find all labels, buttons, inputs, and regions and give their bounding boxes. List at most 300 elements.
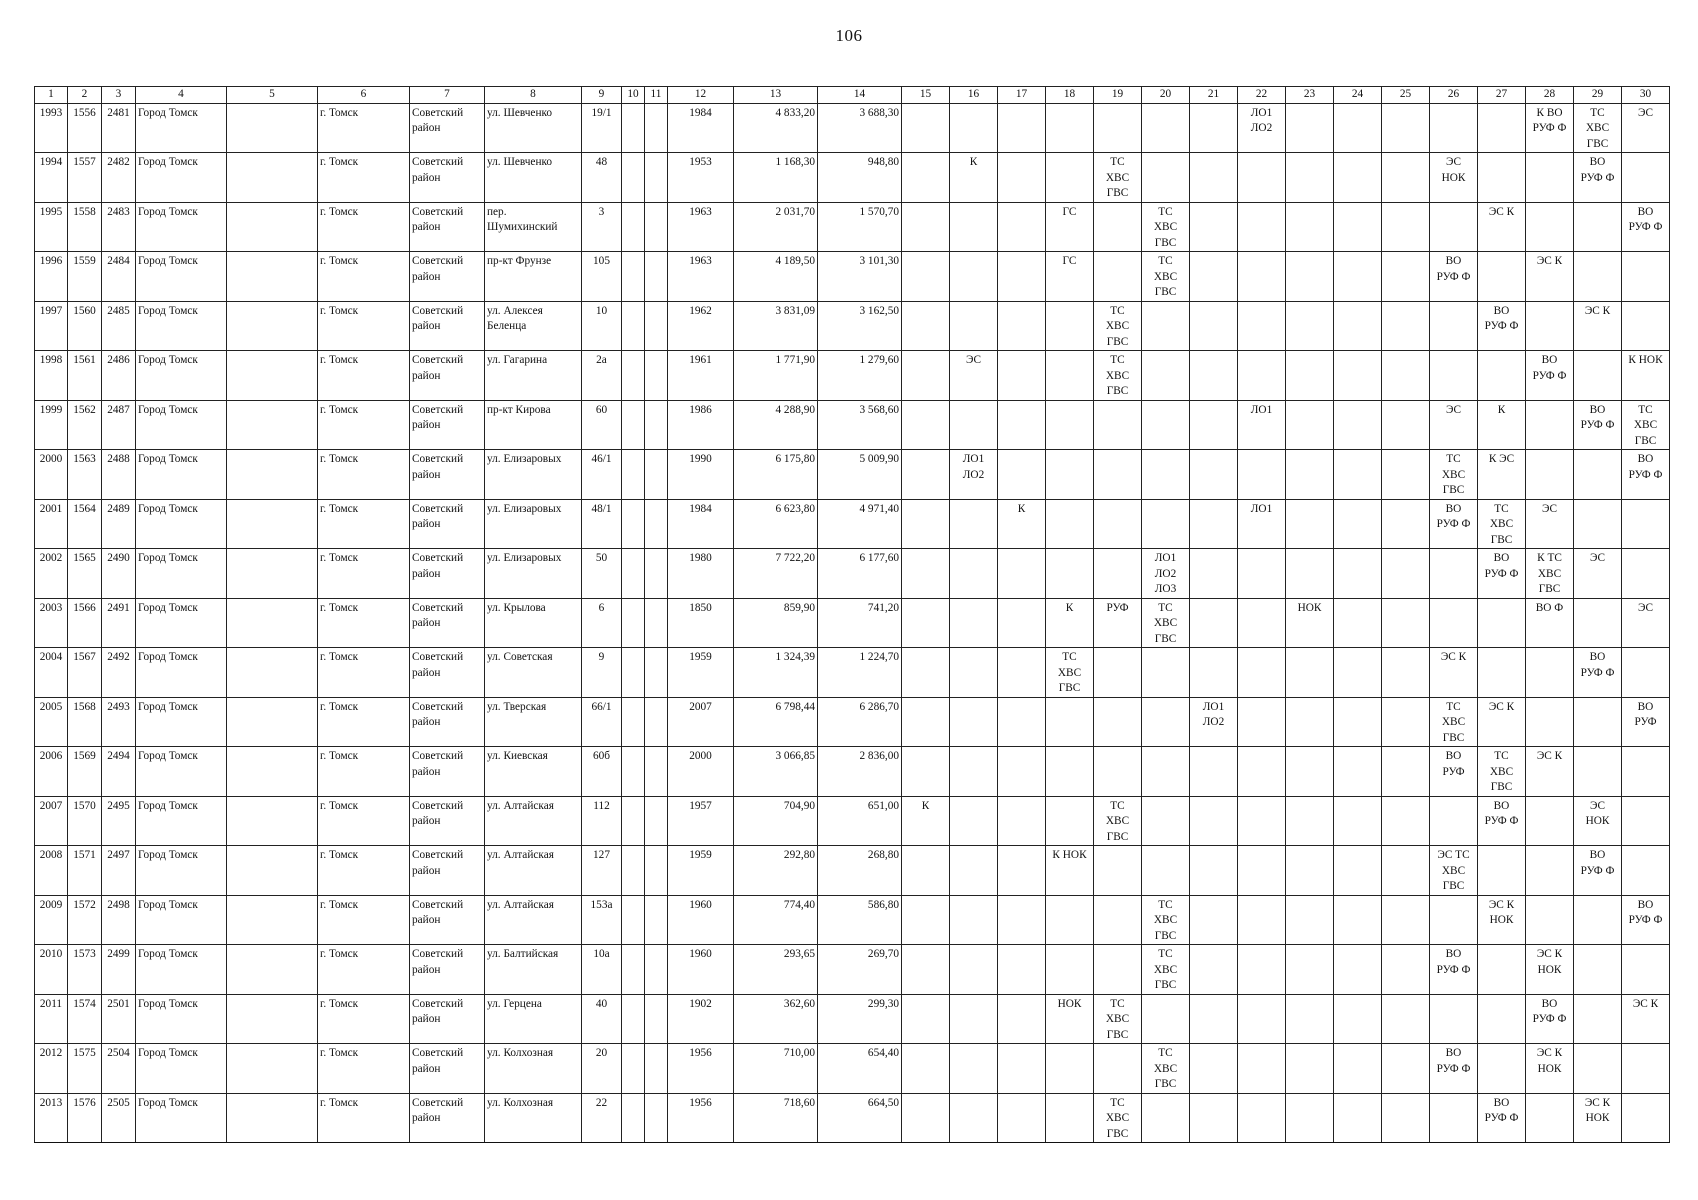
cell-col-10: [622, 846, 645, 896]
cell-col-12: 1850: [668, 598, 734, 648]
cell-col-12: 1984: [668, 103, 734, 153]
cell-col-2: 1560: [68, 301, 102, 351]
cell-col-12: 1961: [668, 351, 734, 401]
cell-col-8: ул. Елизаровых: [485, 499, 582, 549]
cell-col-1: 2000: [35, 450, 68, 500]
cell-col-3: 2497: [102, 846, 136, 896]
cell-col-23: [1286, 153, 1334, 203]
cell-col-5: [227, 598, 318, 648]
cell-col-30: ЭС: [1622, 598, 1670, 648]
cell-col-26: ВО РУФ Ф: [1430, 499, 1478, 549]
column-header-25: 25: [1382, 87, 1430, 104]
cell-col-28: К ВО РУФ Ф: [1526, 103, 1574, 153]
cell-col-12: 1902: [668, 994, 734, 1044]
cell-col-13: 718,60: [734, 1093, 818, 1143]
cell-col-27: ВО РУФ Ф: [1478, 549, 1526, 599]
cell-col-17: [998, 648, 1046, 698]
table-row: [35, 301, 1670, 351]
cell-col-25: [1382, 499, 1430, 549]
cell-col-14: 4 971,40: [818, 499, 902, 549]
cell-col-7: Советский район: [410, 598, 485, 648]
cell-col-3: 2485: [102, 301, 136, 351]
cell-col-2: 1575: [68, 1044, 102, 1094]
cell-col-24: [1334, 450, 1382, 500]
cell-col-17: [998, 598, 1046, 648]
cell-col-17: [998, 945, 1046, 995]
cell-col-17: [998, 1093, 1046, 1143]
cell-col-23: [1286, 697, 1334, 747]
cell-col-18: [1046, 945, 1094, 995]
cell-col-6: г. Томск: [318, 450, 410, 500]
table-row: [35, 697, 1670, 747]
cell-col-28: [1526, 895, 1574, 945]
cell-col-18: [1046, 153, 1094, 203]
cell-col-22: [1238, 450, 1286, 500]
cell-col-26: [1430, 103, 1478, 153]
cell-col-17: [998, 994, 1046, 1044]
cell-col-24: [1334, 1093, 1382, 1143]
cell-col-11: [645, 103, 668, 153]
cell-col-15: [902, 598, 950, 648]
column-number-header-row: [35, 87, 1670, 104]
cell-col-14: 586,80: [818, 895, 902, 945]
cell-col-29: [1574, 499, 1622, 549]
cell-col-5: [227, 153, 318, 203]
cell-col-11: [645, 895, 668, 945]
cell-col-24: [1334, 351, 1382, 401]
cell-col-15: К: [902, 796, 950, 846]
cell-col-19: ТС ХВС ГВС: [1094, 351, 1142, 401]
column-header-14: 14: [818, 87, 902, 104]
cell-col-13: 362,60: [734, 994, 818, 1044]
cell-col-6: г. Томск: [318, 1044, 410, 1094]
cell-col-12: 1959: [668, 846, 734, 896]
cell-col-27: ТС ХВС ГВС: [1478, 499, 1526, 549]
cell-col-6: г. Томск: [318, 796, 410, 846]
cell-col-19: ТС ХВС ГВС: [1094, 301, 1142, 351]
cell-col-25: [1382, 796, 1430, 846]
cell-col-11: [645, 945, 668, 995]
cell-col-26: [1430, 895, 1478, 945]
cell-col-15: [902, 450, 950, 500]
cell-col-4: Город Томск: [136, 945, 227, 995]
cell-col-28: ВО РУФ Ф: [1526, 994, 1574, 1044]
column-header-6: 6: [318, 87, 410, 104]
column-header-22: 22: [1238, 87, 1286, 104]
cell-col-6: г. Томск: [318, 945, 410, 995]
cell-col-24: [1334, 945, 1382, 995]
cell-col-30: ВО РУФ Ф: [1622, 895, 1670, 945]
cell-col-17: [998, 301, 1046, 351]
cell-col-24: [1334, 796, 1382, 846]
cell-col-29: [1574, 895, 1622, 945]
cell-col-26: [1430, 549, 1478, 599]
cell-col-21: [1190, 1044, 1238, 1094]
cell-col-15: [902, 648, 950, 698]
cell-col-15: [902, 549, 950, 599]
cell-col-16: ЛО1 ЛО2: [950, 450, 998, 500]
cell-col-3: 2504: [102, 1044, 136, 1094]
cell-col-2: 1565: [68, 549, 102, 599]
cell-col-26: ЭС: [1430, 400, 1478, 450]
cell-col-20: ЛО1 ЛО2 ЛО3: [1142, 549, 1190, 599]
cell-col-7: Советский район: [410, 549, 485, 599]
cell-col-8: ул. Елизаровых: [485, 549, 582, 599]
cell-col-3: 2481: [102, 103, 136, 153]
cell-col-20: [1142, 697, 1190, 747]
cell-col-19: [1094, 747, 1142, 797]
cell-col-22: ЛО1: [1238, 400, 1286, 450]
cell-col-29: [1574, 351, 1622, 401]
cell-col-16: [950, 945, 998, 995]
column-header-16: 16: [950, 87, 998, 104]
cell-col-8: пр-кт Кирова: [485, 400, 582, 450]
cell-col-13: 1 324,39: [734, 648, 818, 698]
cell-col-27: ВО РУФ Ф: [1478, 1093, 1526, 1143]
cell-col-19: [1094, 846, 1142, 896]
cell-col-20: ТС ХВС ГВС: [1142, 895, 1190, 945]
cell-col-9: 19/1: [582, 103, 622, 153]
column-header-19: 19: [1094, 87, 1142, 104]
column-header-5: 5: [227, 87, 318, 104]
cell-col-10: [622, 549, 645, 599]
cell-col-25: [1382, 450, 1430, 500]
cell-col-18: ТС ХВС ГВС: [1046, 648, 1094, 698]
cell-col-9: 10а: [582, 945, 622, 995]
cell-col-16: ЭС: [950, 351, 998, 401]
cell-col-11: [645, 450, 668, 500]
cell-col-18: К НОК: [1046, 846, 1094, 896]
cell-col-8: ул. Советская: [485, 648, 582, 698]
cell-col-14: 654,40: [818, 1044, 902, 1094]
cell-col-1: 2002: [35, 549, 68, 599]
cell-col-20: ТС ХВС ГВС: [1142, 945, 1190, 995]
cell-col-26: ТС ХВС ГВС: [1430, 697, 1478, 747]
cell-col-14: 1 279,60: [818, 351, 902, 401]
cell-col-24: [1334, 747, 1382, 797]
cell-col-12: 1957: [668, 796, 734, 846]
cell-col-2: 1561: [68, 351, 102, 401]
cell-col-4: Город Томск: [136, 846, 227, 896]
cell-col-15: [902, 895, 950, 945]
cell-col-25: [1382, 351, 1430, 401]
cell-col-16: [950, 1093, 998, 1143]
cell-col-11: [645, 499, 668, 549]
cell-col-2: 1571: [68, 846, 102, 896]
cell-col-3: 2490: [102, 549, 136, 599]
cell-col-27: [1478, 598, 1526, 648]
cell-col-5: [227, 648, 318, 698]
cell-col-17: [998, 1044, 1046, 1094]
cell-col-9: 48: [582, 153, 622, 203]
column-header-20: 20: [1142, 87, 1190, 104]
cell-col-1: 2006: [35, 747, 68, 797]
cell-col-16: [950, 202, 998, 252]
cell-col-27: [1478, 648, 1526, 698]
cell-col-23: [1286, 796, 1334, 846]
cell-col-15: [902, 1044, 950, 1094]
cell-col-19: [1094, 252, 1142, 302]
cell-col-18: [1046, 549, 1094, 599]
cell-col-12: 1962: [668, 301, 734, 351]
cell-col-30: [1622, 499, 1670, 549]
cell-col-7: Советский район: [410, 1044, 485, 1094]
cell-col-5: [227, 747, 318, 797]
cell-col-7: Советский район: [410, 895, 485, 945]
cell-col-25: [1382, 994, 1430, 1044]
cell-col-8: ул. Шевченко: [485, 103, 582, 153]
cell-col-28: [1526, 846, 1574, 896]
cell-col-6: г. Томск: [318, 994, 410, 1044]
cell-col-20: [1142, 103, 1190, 153]
table-row: [35, 1093, 1670, 1143]
cell-col-8: ул. Колхозная: [485, 1093, 582, 1143]
cell-col-25: [1382, 945, 1430, 995]
column-header-27: 27: [1478, 87, 1526, 104]
page-number: 106: [835, 26, 863, 45]
cell-col-12: 1980: [668, 549, 734, 599]
cell-col-16: [950, 499, 998, 549]
cell-col-22: [1238, 252, 1286, 302]
cell-col-16: [950, 846, 998, 896]
cell-col-24: [1334, 598, 1382, 648]
cell-col-4: Город Томск: [136, 153, 227, 203]
cell-col-2: 1557: [68, 153, 102, 203]
cell-col-25: [1382, 747, 1430, 797]
cell-col-21: [1190, 301, 1238, 351]
cell-col-6: г. Томск: [318, 549, 410, 599]
cell-col-28: [1526, 697, 1574, 747]
cell-col-24: [1334, 153, 1382, 203]
cell-col-15: [902, 252, 950, 302]
cell-col-4: Город Томск: [136, 1044, 227, 1094]
cell-col-8: ул. Алтайская: [485, 796, 582, 846]
cell-col-15: [902, 202, 950, 252]
cell-col-25: [1382, 202, 1430, 252]
cell-col-9: 153а: [582, 895, 622, 945]
cell-col-29: [1574, 252, 1622, 302]
cell-col-21: [1190, 747, 1238, 797]
cell-col-5: [227, 549, 318, 599]
cell-col-2: 1558: [68, 202, 102, 252]
cell-col-25: [1382, 598, 1430, 648]
cell-col-29: [1574, 1044, 1622, 1094]
cell-col-29: [1574, 202, 1622, 252]
cell-col-7: Советский район: [410, 846, 485, 896]
cell-col-20: ТС ХВС ГВС: [1142, 202, 1190, 252]
cell-col-24: [1334, 252, 1382, 302]
cell-col-23: [1286, 648, 1334, 698]
cell-col-22: [1238, 895, 1286, 945]
cell-col-20: [1142, 351, 1190, 401]
cell-col-30: ВО РУФ Ф: [1622, 202, 1670, 252]
table-row: [35, 103, 1670, 153]
cell-col-8: ул. Гагарина: [485, 351, 582, 401]
column-header-7: 7: [410, 87, 485, 104]
cell-col-26: ЭС НОК: [1430, 153, 1478, 203]
cell-col-4: Город Томск: [136, 202, 227, 252]
cell-col-28: ЭС: [1526, 499, 1574, 549]
cell-col-5: [227, 499, 318, 549]
cell-col-19: ТС ХВС ГВС: [1094, 153, 1142, 203]
table-row: [35, 202, 1670, 252]
cell-col-11: [645, 351, 668, 401]
cell-col-5: [227, 103, 318, 153]
cell-col-25: [1382, 1044, 1430, 1094]
cell-col-2: 1562: [68, 400, 102, 450]
cell-col-29: [1574, 598, 1622, 648]
cell-col-5: [227, 301, 318, 351]
cell-col-28: ВО Ф: [1526, 598, 1574, 648]
cell-col-9: 2а: [582, 351, 622, 401]
cell-col-21: [1190, 450, 1238, 500]
cell-col-29: ВО РУФ Ф: [1574, 648, 1622, 698]
cell-col-2: 1559: [68, 252, 102, 302]
cell-col-16: [950, 648, 998, 698]
cell-col-13: 4 288,90: [734, 400, 818, 450]
cell-col-4: Город Томск: [136, 1093, 227, 1143]
table-row: [35, 499, 1670, 549]
cell-col-21: [1190, 351, 1238, 401]
cell-col-8: ул. Киевская: [485, 747, 582, 797]
cell-col-13: 293,65: [734, 945, 818, 995]
cell-col-28: ЭС К НОК: [1526, 1044, 1574, 1094]
cell-col-16: [950, 598, 998, 648]
cell-col-11: [645, 549, 668, 599]
cell-col-3: 2489: [102, 499, 136, 549]
cell-col-3: 2491: [102, 598, 136, 648]
cell-col-29: [1574, 994, 1622, 1044]
cell-col-23: НОК: [1286, 598, 1334, 648]
cell-col-7: Советский район: [410, 945, 485, 995]
cell-col-19: [1094, 895, 1142, 945]
cell-col-2: 1574: [68, 994, 102, 1044]
cell-col-2: 1576: [68, 1093, 102, 1143]
table-row: [35, 945, 1670, 995]
cell-col-26: [1430, 351, 1478, 401]
cell-col-17: [998, 351, 1046, 401]
cell-col-21: [1190, 796, 1238, 846]
column-header-3: 3: [102, 87, 136, 104]
cell-col-18: [1046, 895, 1094, 945]
cell-col-9: 105: [582, 252, 622, 302]
cell-col-5: [227, 895, 318, 945]
cell-col-4: Город Томск: [136, 103, 227, 153]
cell-col-9: 10: [582, 301, 622, 351]
cell-col-29: ВО РУФ Ф: [1574, 153, 1622, 203]
cell-col-12: 1960: [668, 945, 734, 995]
table-row: [35, 549, 1670, 599]
column-header-30: 30: [1622, 87, 1670, 104]
cell-col-20: [1142, 400, 1190, 450]
cell-col-17: [998, 450, 1046, 500]
cell-col-7: Советский район: [410, 994, 485, 1044]
cell-col-26: ВО РУФ Ф: [1430, 945, 1478, 995]
cell-col-4: Город Томск: [136, 301, 227, 351]
cell-col-2: 1570: [68, 796, 102, 846]
cell-col-16: [950, 994, 998, 1044]
cell-col-29: [1574, 747, 1622, 797]
cell-col-18: [1046, 1093, 1094, 1143]
cell-col-6: г. Томск: [318, 648, 410, 698]
cell-col-25: [1382, 301, 1430, 351]
cell-col-3: 2505: [102, 1093, 136, 1143]
cell-col-11: [645, 598, 668, 648]
cell-col-7: Советский район: [410, 697, 485, 747]
cell-col-22: [1238, 202, 1286, 252]
cell-col-18: [1046, 103, 1094, 153]
cell-col-20: [1142, 648, 1190, 698]
cell-col-28: ЭС К НОК: [1526, 945, 1574, 995]
cell-col-20: ТС ХВС ГВС: [1142, 252, 1190, 302]
cell-col-6: г. Томск: [318, 153, 410, 203]
cell-col-12: 1956: [668, 1093, 734, 1143]
cell-col-19: [1094, 103, 1142, 153]
cell-col-19: [1094, 400, 1142, 450]
cell-col-4: Город Томск: [136, 351, 227, 401]
cell-col-12: 1956: [668, 1044, 734, 1094]
cell-col-11: [645, 846, 668, 896]
cell-col-27: ЭС К: [1478, 202, 1526, 252]
cell-col-6: г. Томск: [318, 1093, 410, 1143]
cell-col-16: [950, 252, 998, 302]
cell-col-16: [950, 1044, 998, 1094]
cell-col-5: [227, 1044, 318, 1094]
cell-col-11: [645, 202, 668, 252]
cell-col-20: [1142, 846, 1190, 896]
table-row: [35, 747, 1670, 797]
cell-col-18: [1046, 400, 1094, 450]
cell-col-10: [622, 994, 645, 1044]
cell-col-16: [950, 400, 998, 450]
cell-col-19: [1094, 450, 1142, 500]
cell-col-12: 2007: [668, 697, 734, 747]
cell-col-21: [1190, 895, 1238, 945]
cell-col-4: Город Томск: [136, 697, 227, 747]
table-row: [35, 450, 1670, 500]
cell-col-22: [1238, 747, 1286, 797]
cell-col-30: [1622, 796, 1670, 846]
cell-col-16: [950, 549, 998, 599]
cell-col-27: [1478, 252, 1526, 302]
cell-col-29: [1574, 450, 1622, 500]
cell-col-9: 50: [582, 549, 622, 599]
cell-col-8: ул. Шевченко: [485, 153, 582, 203]
cell-col-22: [1238, 796, 1286, 846]
cell-col-23: [1286, 252, 1334, 302]
cell-col-14: 664,50: [818, 1093, 902, 1143]
cell-col-23: [1286, 351, 1334, 401]
cell-col-18: [1046, 1044, 1094, 1094]
cell-col-18: ГС: [1046, 252, 1094, 302]
table-row: [35, 895, 1670, 945]
cell-col-3: 2486: [102, 351, 136, 401]
cell-col-27: К ЭС: [1478, 450, 1526, 500]
cell-col-15: [902, 153, 950, 203]
cell-col-11: [645, 153, 668, 203]
cell-col-14: 1 570,70: [818, 202, 902, 252]
cell-col-1: 2011: [35, 994, 68, 1044]
cell-col-1: 2008: [35, 846, 68, 896]
cell-col-21: [1190, 945, 1238, 995]
cell-col-7: Советский район: [410, 648, 485, 698]
cell-col-24: [1334, 499, 1382, 549]
cell-col-13: 2 031,70: [734, 202, 818, 252]
cell-col-1: 2003: [35, 598, 68, 648]
cell-col-20: [1142, 301, 1190, 351]
cell-col-5: [227, 202, 318, 252]
cell-col-24: [1334, 994, 1382, 1044]
